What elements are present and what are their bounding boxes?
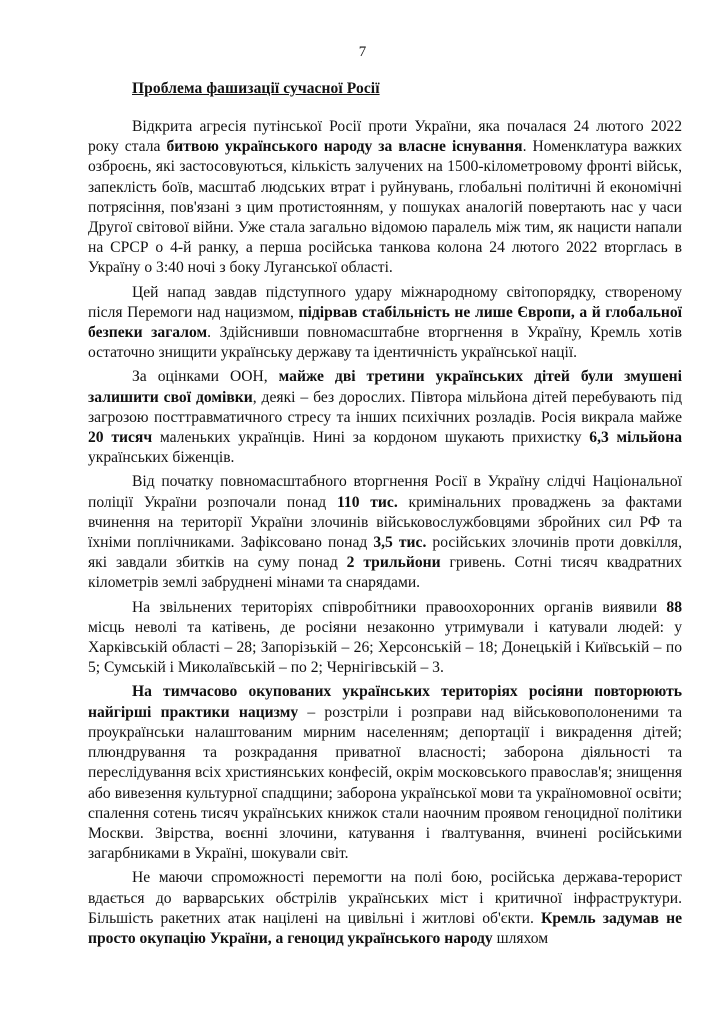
paragraph bbox=[88, 117, 682, 279]
bold-run: На тимчасово окупованих українських територіях росіяни повторюють найгірші практики нацизму bbox=[88, 683, 682, 721]
section-heading: Проблема фашизації сучасної Росії bbox=[132, 80, 380, 97]
text-run: . Номенклатура важких озброєнь, які застосовуються, кількість залучених на 1500-кілометровому фронті військ, запеклість боїв, масштаб людських втрат і руйнувань, глобальні політичні й економічні потрясіння, пов'язані з цим протистоянням, у пошуках аналогій повертають нас у часи Другої світової війни. Уже стала загально відомою паралель між тим, як нацисти напали на СРСР о 4-й ранку, а перша російська танкова колона 24 лютого 2022 вторглась в Україну о 3:40 ночі з боку Луганської області. bbox=[88, 138, 682, 277]
text-run: , деякі – без дорослих. Півтора мільйона дітей перебувають під загрозою посттравматичного стресу та інших психічних розладів. Росія викрала майже bbox=[88, 388, 682, 426]
bold-run: підірвав стабільність не лише Європи, а й глобальної безпеки загалом bbox=[88, 303, 682, 342]
bold-run: 110 тис. bbox=[336, 493, 398, 511]
text-run: Від початку повномасштабного вторгнення Росії в Україну слідчі Національної поліції України розпочали понад bbox=[88, 473, 682, 511]
text-run: Відкрита агресія путінської Росії проти України, яка почалася 24 лютого 2022 року стала bbox=[88, 118, 682, 156]
text-run: місць неволі та катівень, де росіяни незаконно утримували і катували людей: у Харківській області – 28; Запорізькій – 26; Херсонській – 18; Донецькій і Київській – по 5; Сумській і Миколаївській – по 2; Чернігівській – 3. bbox=[88, 618, 682, 677]
text-run: українських біженців. bbox=[88, 449, 235, 467]
text-run: Цей напад завдав підступного удару міжнародному світопорядку, створеному після Перемоги над нацизмом, bbox=[88, 283, 682, 321]
text-run: Не маючи спроможності перемогти на полі бою, російська держава-терорист вдається до варварських обстрілів українських міст і критичної інфраструктури. Більшість ракетних атак націлені на цивільні і житлові об'єкти. bbox=[88, 869, 682, 927]
text-run: російських злочинів проти довкілля, які завдали збитків на суму понад bbox=[88, 534, 682, 572]
bold-run: 88 bbox=[666, 598, 682, 616]
bold-run: 3,5 тис. bbox=[373, 534, 427, 552]
text-run: За оцінками ООН, bbox=[132, 368, 279, 386]
paragraph bbox=[88, 682, 682, 864]
text-run: . Здійснивши повномасштабне вторгнення в Україну, Кремль хотів остаточно знищити українську державу та ідентичність української нації. bbox=[88, 324, 682, 362]
bold-run: битвою українського народу за власне існування bbox=[166, 138, 523, 156]
text-run: шляхом bbox=[492, 929, 549, 947]
paragraph bbox=[88, 283, 682, 364]
bold-run: 20 тисяч bbox=[88, 429, 153, 447]
paragraph bbox=[88, 598, 682, 679]
text-run: На звільнених територіях співробітники правоохоронних органів виявили bbox=[132, 598, 667, 616]
text-run: гривень. Сотні тисяч квадратних кілометрів землі забруднені мінами та снарядами. bbox=[88, 554, 682, 592]
paragraph bbox=[88, 367, 682, 468]
bold-run: 2 трильйони bbox=[346, 554, 441, 572]
bold-run: 6,3 мільйона bbox=[589, 429, 682, 447]
paragraph bbox=[88, 472, 682, 593]
page-number: 7 bbox=[358, 44, 367, 60]
text-run: – розстріли і розправи над військовополоненими та проукраїнськи налаштованим мирним населенням; депортації і викрадення дітей; плюндрування та розкрадання приватної власності; заборона діяльності та переслідування всіх християнських конфесій, окрім московського православ'я; знищення або вивезення культурної спадщини; заборона української мови та україномовної освіти; спалення сотень тисяч українських книжок стали наочним проявом геноцидної політики Москви. Звірства, воєнні злочини, катування і ґвалтування, вчинені російськими загарбниками в Україні, шокували світ. bbox=[88, 703, 682, 863]
text-run: кримінальних проваджень за фактами вчинення на території України злочинів військовослужбовцями збройних сил РФ та їхніми поплічниками. Зафіксовано понад bbox=[88, 493, 682, 552]
document-body bbox=[88, 117, 682, 949]
paragraph bbox=[88, 868, 682, 949]
bold-run: майже дві третини українських дітей були змушені залишити свої домівки bbox=[88, 368, 682, 406]
text-run: маленьких українців. Нині за кордоном шукають прихистку bbox=[152, 429, 590, 447]
bold-run: Кремль задумав не просто окупацію України, а геноцид українського народу bbox=[88, 909, 683, 947]
